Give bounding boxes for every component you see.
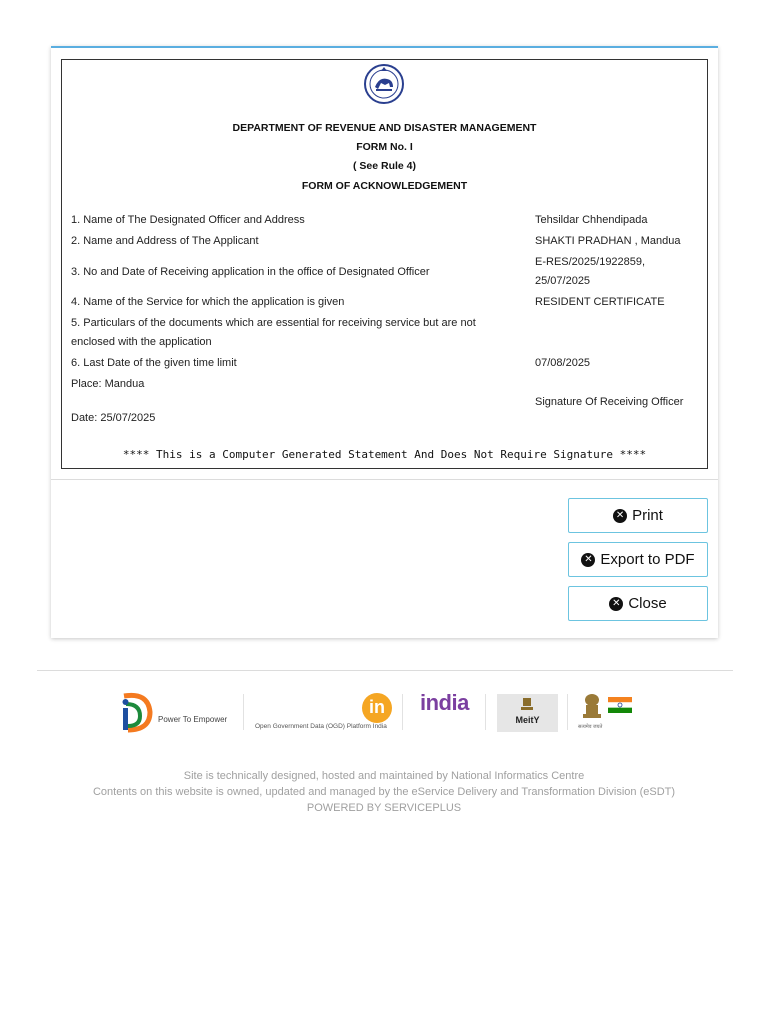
export-to-pdf-button[interactable] [568, 542, 708, 577]
row-3-value-line1: E-RES/2025/1922859, [535, 256, 646, 268]
row-2-label: 2. Name and Address of The Applicant [71, 235, 259, 247]
ogd-caption: Open Government Data (OGD) Platform India [255, 723, 387, 730]
footer-content-ownership: Contents on this website is owned, updated and managed by the eService Delivery and Transformation Division (eSDT) [92, 786, 676, 798]
meity-logo[interactable] [497, 690, 559, 734]
row-4-label: 4. Name of the Service for which the application is given [71, 296, 345, 308]
government-of-india-logo[interactable] [578, 690, 636, 734]
close-circle-icon: ✕ [609, 597, 623, 611]
close-button[interactable] [568, 586, 708, 621]
logo-separator [485, 694, 486, 730]
footer-powered-by: POWERED BY SERVICEPLUS [306, 802, 462, 814]
acknowledgement-form [61, 59, 708, 469]
row-6-label: 6. Last Date of the given time limit [71, 357, 237, 369]
ogd-mark-icon: in [362, 693, 392, 723]
india-gov-logo[interactable] [418, 690, 480, 734]
ogd-platform-logo[interactable] [252, 690, 397, 734]
row-3-value-line2: 25/07/2025 [535, 275, 591, 287]
ashoka-emblem-icon [580, 692, 604, 722]
acknowledgement-card [51, 46, 718, 638]
meity-label: MeitY [515, 715, 540, 725]
logo-separator [402, 694, 403, 730]
date-text: Date: 25/07/2025 [71, 412, 156, 424]
export-button-label: Export to PDF [600, 551, 695, 568]
meity-badge [497, 694, 558, 732]
department-heading: DEPARTMENT OF REVENUE AND DISASTER MANAGEMENT [232, 122, 537, 134]
row-3-label: 3. No and Date of Receiving application in the office of Designated Officer [71, 266, 430, 278]
form-title: FORM OF ACKNOWLEDGEMENT [301, 180, 468, 192]
row-2-value: SHAKTI PRADHAN , Mandua [535, 235, 681, 247]
place-text: Place: Mandua [71, 378, 145, 390]
row-1-value: Tehsildar Chhendipada [535, 214, 648, 226]
close-circle-icon: ✕ [581, 553, 595, 567]
national-emblem-icon [520, 696, 534, 712]
signature-text: Signature Of Receiving Officer [535, 396, 684, 408]
india-flag-icon [608, 697, 632, 713]
footer-divider [37, 670, 733, 671]
rule-reference: ( See Rule 4) [352, 160, 417, 172]
logo-separator [243, 694, 244, 730]
form-number: FORM No. I [356, 141, 413, 153]
print-button-label: Print [632, 507, 663, 524]
emblem-caption: सत्यमेव जयते [578, 724, 603, 730]
close-button-label: Close [628, 595, 667, 612]
digital-india-tagline: Power To Empower [158, 715, 228, 724]
odisha-government-emblem-icon [363, 63, 405, 105]
row-6-value: 07/08/2025 [535, 357, 591, 369]
computer-generated-note: **** This is a Computer Generated Statement And Does Not Require Signature **** [122, 448, 647, 461]
india-gov-wordmark: india [420, 690, 469, 715]
footer-nic-credit: Site is technically designed, hosted and maintained by National Informatics Centre [183, 770, 585, 782]
logo-separator [567, 694, 568, 730]
digital-india-mark-icon [118, 690, 156, 734]
card-divider [51, 479, 718, 480]
close-circle-icon: ✕ [613, 509, 627, 523]
row-5-label-line1: 5. Particulars of the documents which are essential for receiving service but are not [71, 317, 476, 329]
partner-logos [0, 690, 768, 736]
digital-india-logo[interactable] [118, 690, 238, 734]
row-4-value: RESIDENT CERTIFICATE [535, 296, 665, 308]
print-button[interactable] [568, 498, 708, 533]
row-5-label-line2: enclosed with the application [71, 336, 212, 348]
row-1-label: 1. Name of The Designated Officer and Address [71, 214, 305, 226]
